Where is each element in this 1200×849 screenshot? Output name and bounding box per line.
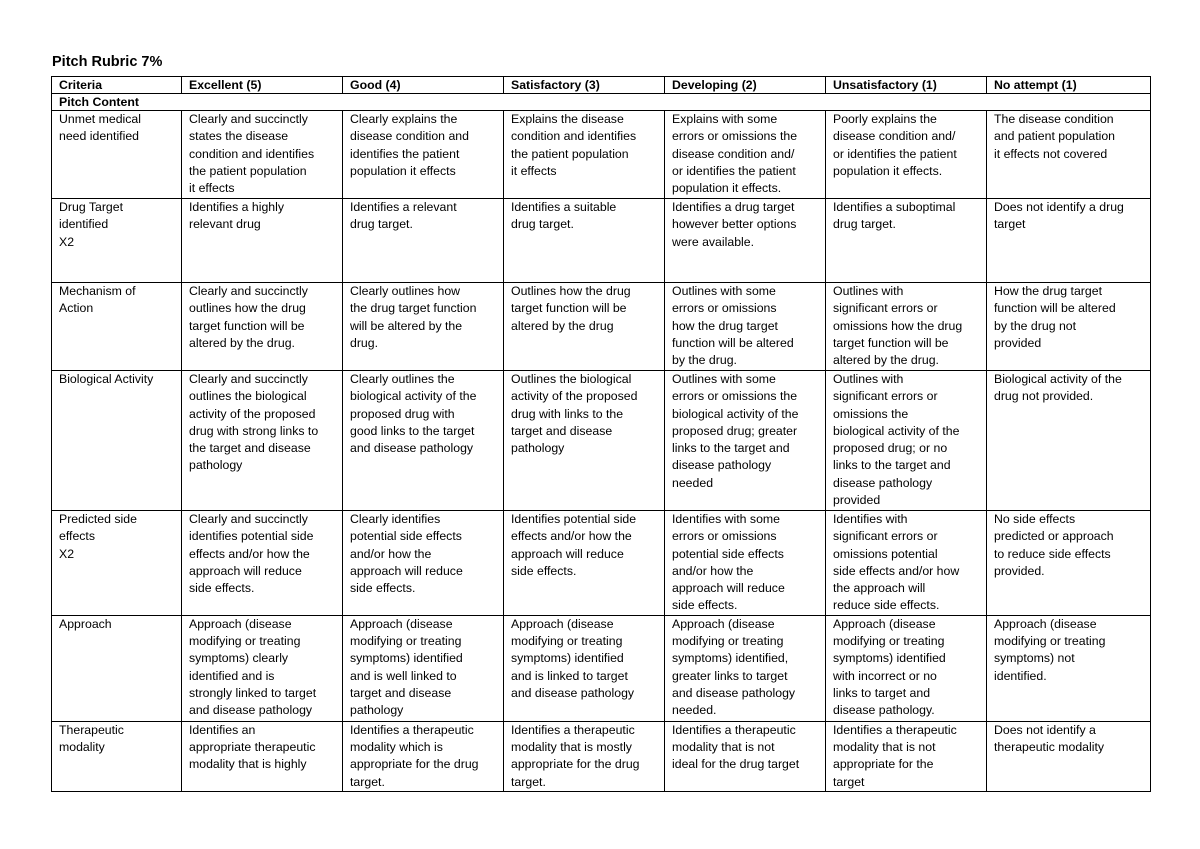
rubric-cell — [182, 371, 343, 511]
rubric-cell — [826, 371, 987, 511]
cell-text: Identifies with significant errors or omissions potential side effects and/or how the approach will reduce side effects. — [833, 512, 960, 613]
header-satisfactory: Satisfactory (3) — [504, 77, 665, 94]
cell-text: Approach (disease modifying or treating symptoms) not identified. — [994, 616, 1106, 683]
rubric-cell — [182, 511, 343, 616]
cell-text: Biological activity of the drug not provided. — [994, 372, 1122, 404]
criteria-cell — [52, 199, 182, 283]
cell-text: Outlines the biological activity of the proposed drug with links to the target and disease pathology — [511, 372, 638, 456]
header-unsatisfactory: Unsatisfactory (1) — [826, 77, 987, 94]
cell-text: No side effects predicted or approach to reduce side effects provided. — [994, 512, 1114, 578]
criteria-cell — [52, 371, 182, 511]
table-row — [52, 721, 1151, 791]
header-good: Good (4) — [343, 77, 504, 94]
rubric-cell — [504, 111, 665, 199]
cell-text: Approach (disease modifying or treating symptoms) identified and is linked to target and disease pathology — [511, 616, 635, 700]
table-row — [52, 615, 1151, 721]
rubric-cell — [343, 371, 504, 511]
rubric-cell — [343, 199, 504, 283]
cell-text: Clearly and succinctly identifies potential side effects and/or how the approach will reduce side effects. — [189, 512, 314, 596]
cell-text: Explains with some errors or omissions the disease condition and/ or identifies the patient population it effects. — [672, 112, 798, 196]
rubric-cell — [504, 721, 665, 791]
rubric-cell — [826, 615, 987, 721]
rubric-cell — [987, 199, 1151, 283]
rubric-cell — [343, 511, 504, 616]
cell-text: Identifies a therapeutic modality that is not appropriate for the target — [833, 722, 957, 789]
cell-text: How the drug target function will be altered by the drug not provided — [994, 284, 1116, 350]
header-criteria: Criteria — [52, 77, 182, 94]
table-row — [52, 371, 1151, 511]
table-row — [52, 283, 1151, 371]
cell-text: Clearly explains the disease condition and identifies the patient population it effects — [350, 112, 469, 178]
rubric-cell — [504, 511, 665, 616]
cell-text: Approach (disease modifying or treating symptoms) clearly identified and is strongly linked to target and disease pathology — [189, 616, 317, 718]
section-label: Pitch Content — [52, 94, 1151, 111]
rubric-cell — [504, 615, 665, 721]
table-row — [52, 199, 1151, 283]
header-excellent: Excellent (5) — [182, 77, 343, 94]
rubric-cell — [182, 111, 343, 199]
rubric-cell — [987, 721, 1151, 791]
rubric-cell — [987, 511, 1151, 616]
rubric-cell — [504, 371, 665, 511]
rubric-cell — [182, 199, 343, 283]
cell-text: Outlines with some errors or omissions the biological activity of the proposed drug; greater links to the target and disease pathology needed — [672, 372, 799, 490]
rubric-table — [51, 76, 1151, 792]
cell-text: Explains the disease condition and identifies the patient population it effects — [511, 112, 637, 178]
rubric-cell — [826, 111, 987, 199]
cell-text: Does not identify a drug target — [994, 200, 1124, 232]
cell-text: Predicted side effects X2 — [59, 512, 137, 561]
criteria-cell — [52, 111, 182, 199]
rubric-cell — [182, 721, 343, 791]
cell-text: Outlines with significant errors or omissions the biological activity of the proposed drug; or no links to the target and disease pathology provided — [833, 372, 960, 508]
rubric-cell — [826, 511, 987, 616]
cell-text: Outlines with some errors or omissions how the drug target function will be altered by the drug. — [672, 284, 794, 368]
rubric-cell — [987, 283, 1151, 371]
cell-text: Does not identify a therapeutic modality — [994, 722, 1105, 755]
cell-text: The disease condition and patient population it effects not covered — [994, 112, 1116, 161]
cell-text: Identifies a drug target however better options were available. — [672, 200, 797, 249]
cell-text: Identifies a therapeutic modality which is appropriate for the drug target. — [350, 722, 479, 789]
cell-text: Identifies a suboptimal drug target. — [833, 200, 956, 232]
rubric-cell — [504, 199, 665, 283]
rubric-cell — [343, 283, 504, 371]
rubric-cell — [665, 199, 826, 283]
cell-text: Approach (disease modifying or treating symptoms) identified with incorrect or no links to target and disease pathology. — [833, 616, 946, 718]
rubric-cell — [665, 511, 826, 616]
cell-text: Identifies with some errors or omissions potential side effects and/or how the approach will reduce side effects. — [672, 512, 785, 613]
rubric-cell — [826, 721, 987, 791]
rubric-cell — [343, 615, 504, 721]
rubric-cell — [987, 111, 1151, 199]
cell-text: Clearly and succinctly outlines how the drug target function will be altered by the drug. — [189, 284, 308, 350]
criteria-cell — [52, 511, 182, 616]
rubric-cell — [987, 371, 1151, 511]
cell-text: Approach — [59, 616, 112, 631]
cell-text: Clearly identifies potential side effects and/or how the approach will reduce side effects. — [350, 512, 463, 596]
cell-text: Poorly explains the disease condition and/ or identifies the patient population it effects. — [833, 112, 957, 178]
cell-text: Identifies potential side effects and/or how the approach will reduce side effects. — [511, 512, 637, 578]
header-row — [52, 77, 1151, 94]
rubric-cell — [826, 283, 987, 371]
cell-text: Identifies a suitable drug target. — [511, 200, 617, 232]
criteria-cell — [52, 615, 182, 721]
cell-text: Clearly and succinctly states the disease condition and identifies the patient population it effects — [189, 112, 315, 196]
table-row — [52, 111, 1151, 199]
cell-text: Identifies an appropriate therapeutic modality that is highly — [189, 722, 316, 772]
cell-text: Unmet medical need identified — [59, 112, 142, 144]
rubric-cell — [826, 199, 987, 283]
cell-text: Clearly outlines the biological activity of the proposed drug with good links to the target and disease pathology — [350, 372, 477, 456]
cell-text: Identifies a therapeutic modality that is not ideal for the drug target — [672, 722, 800, 772]
cell-text: Approach (disease modifying or treating symptoms) identified, greater links to target and disease pathology needed. — [672, 616, 796, 718]
rubric-cell — [182, 283, 343, 371]
table-row — [52, 511, 1151, 616]
page-title: Pitch Rubric 7% — [52, 54, 163, 70]
cell-text: Therapeutic modality — [59, 722, 124, 755]
cell-text: Clearly outlines how the drug target function will be altered by the drug. — [350, 284, 477, 350]
header-no-attempt: No attempt (1) — [987, 77, 1151, 94]
cell-text: Outlines with significant errors or omissions how the drug target function will be altered by the drug. — [833, 284, 963, 368]
cell-text: Mechanism of Action — [59, 284, 136, 316]
rubric-cell — [343, 721, 504, 791]
cell-text: Biological Activity — [59, 372, 154, 386]
rubric-cell — [665, 371, 826, 511]
cell-text: Identifies a highly relevant drug — [189, 200, 285, 232]
criteria-cell — [52, 721, 182, 791]
header-developing: Developing (2) — [665, 77, 826, 94]
cell-text: Approach (disease modifying or treating symptoms) identified and is well linked to target and disease pathology — [350, 616, 463, 718]
rubric-cell — [665, 615, 826, 721]
rubric-cell — [665, 111, 826, 199]
rubric-cell — [987, 615, 1151, 721]
cell-text: Identifies a therapeutic modality that is mostly appropriate for the drug target. — [511, 722, 640, 789]
criteria-cell — [52, 283, 182, 371]
cell-text: Drug Target identified X2 — [59, 200, 124, 249]
rubric-cell — [665, 721, 826, 791]
rubric-cell — [665, 283, 826, 371]
section-row — [52, 94, 1151, 111]
cell-text: Outlines how the drug target function will be altered by the drug — [511, 284, 631, 333]
rubric-cell — [343, 111, 504, 199]
cell-text: Identifies a relevant drug target. — [350, 200, 457, 232]
rubric-cell — [504, 283, 665, 371]
rubric-cell — [182, 615, 343, 721]
cell-text: Clearly and succinctly outlines the biological activity of the proposed drug with strong links to the target and disease pathology — [189, 372, 319, 473]
